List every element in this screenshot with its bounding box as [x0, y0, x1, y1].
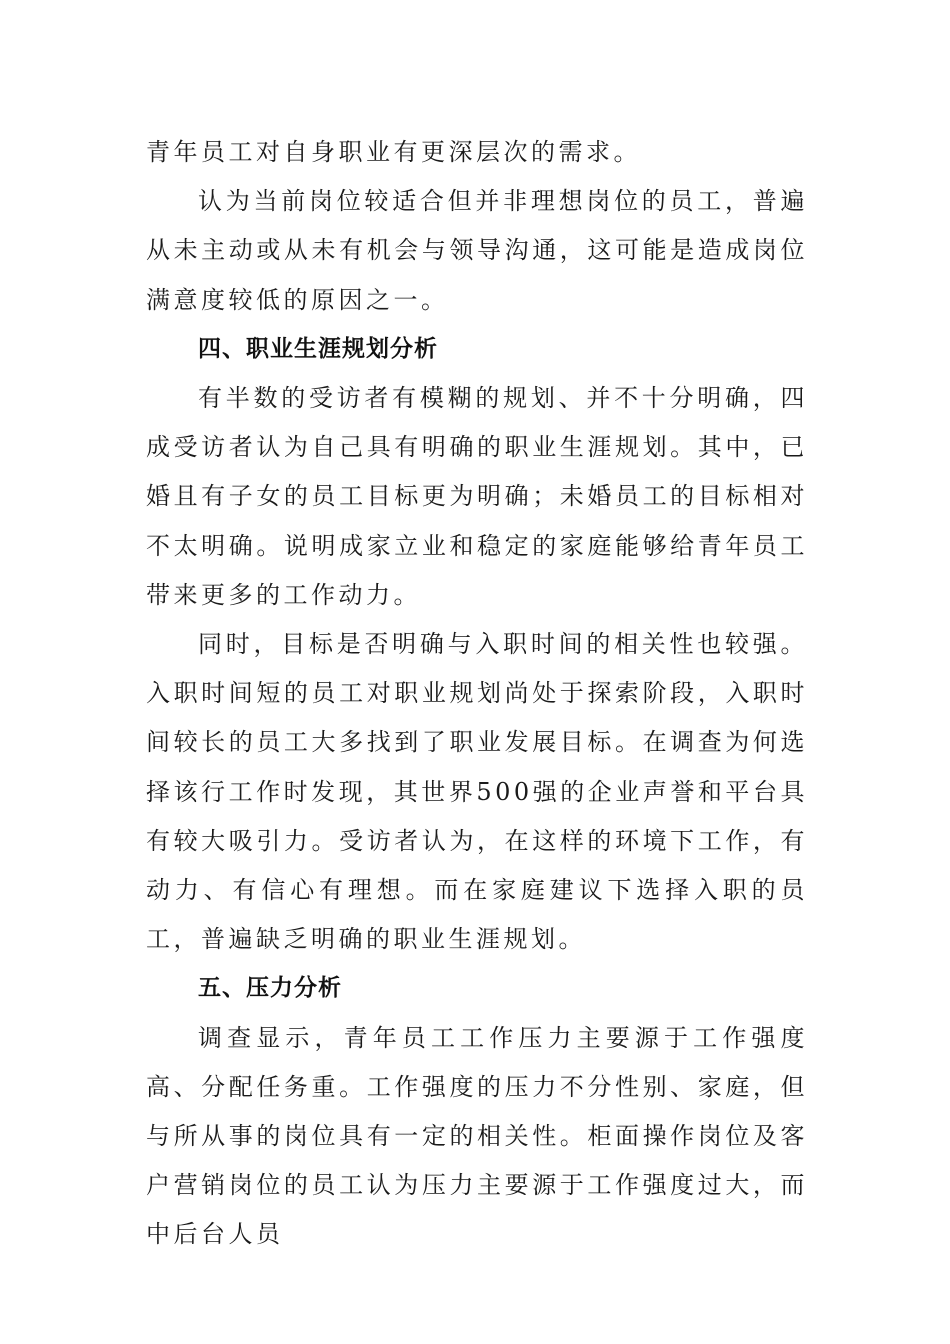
paragraph-continued: 青年员工对自身职业有更深层次的需求。 — [146, 138, 641, 166]
document-body — [146, 128, 808, 1260]
paragraph-position-satisfaction: 认为当前岗位较适合但并非理想岗位的员工，普遍从未主动或从未有机会与领导沟通，这可能是造成岗位满意度较低的原因之一。 — [146, 187, 808, 314]
paragraph-goal-clarity: 同时，目标是否明确与入职时间的相关性也较强。入职时间短的员工对职业规划尚处于探索阶段，入职时间较长的员工大多找到了职业发展目标。在调查为何选择该行工作时发现，其世界500强的企业声誉和平台具有较大吸引力。受访者认为，在这样的环境下工作，有动力、有信心有理想。而在家庭建议下选择入职的员工，普遍缺乏明确的职业生涯规划。 — [146, 630, 808, 954]
paragraph-pressure: 调查显示，青年员工工作压力主要源于工作强度高、分配任务重。工作强度的压力不分性别、家庭，但与所从事的岗位具有一定的相关性。柜面操作岗位及客户营销岗位的员工认为压力主要源于工作强度过大，而中后台人员 — [146, 1023, 808, 1249]
section-heading-career-planning: 四、职业生涯规划分析 — [198, 335, 438, 362]
paragraph-career-planning: 有半数的受访者有模糊的规划、并不十分明确，四成受访者认为自己具有明确的职业生涯规划。其中，已婚且有子女的员工目标更为明确；未婚员工的目标相对不太明确。说明成家立业和稳定的家庭能够给青年员工带来更多的工作动力。 — [146, 384, 808, 609]
section-heading-pressure: 五、压力分析 — [198, 975, 342, 1002]
